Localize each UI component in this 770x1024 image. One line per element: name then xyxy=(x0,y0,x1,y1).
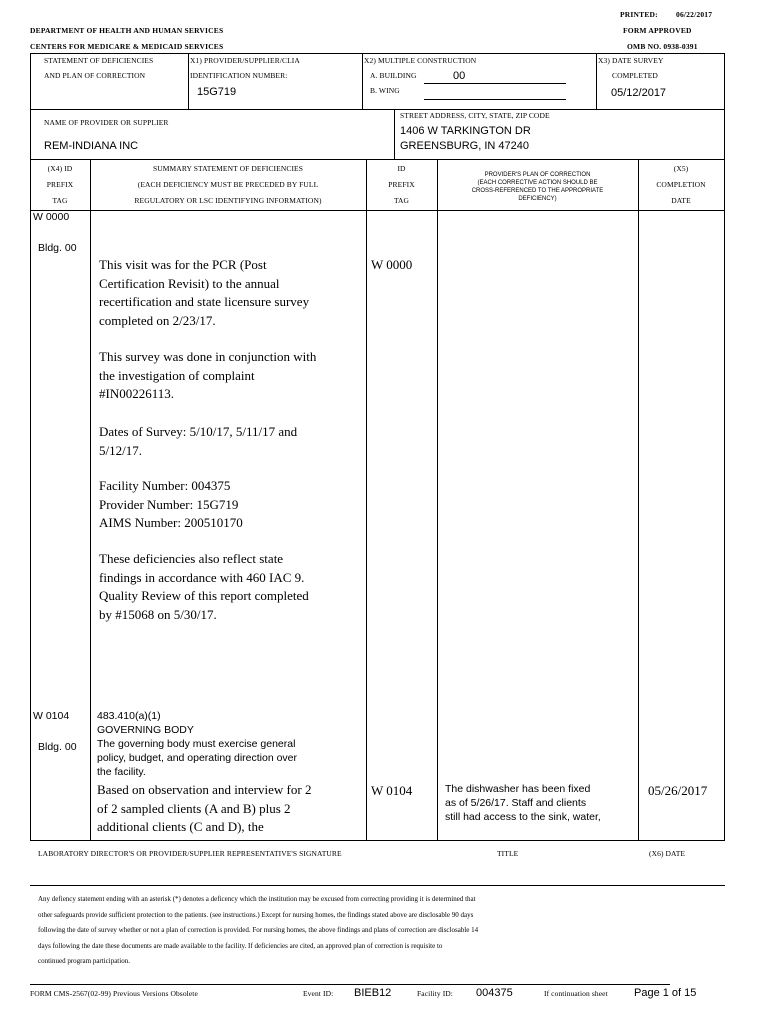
survey-paragraph-2: This survey was done in conjunction with the investigation of complaint #IN00226113. xyxy=(99,349,317,402)
provider-name-value: REM-INDIANA INC xyxy=(44,140,139,152)
street-line-2: GREENSBURG, IN 47240 xyxy=(400,140,529,152)
building-label: A. BUILDING xyxy=(370,71,417,80)
x6-date-label: (X6) DATE xyxy=(649,849,686,858)
facility-id-label: Facility ID: xyxy=(417,989,453,998)
x5-header-1: (X5) xyxy=(673,164,689,173)
x3-label-2: COMPLETED xyxy=(612,71,658,80)
event-id-label: Event ID: xyxy=(303,989,334,998)
x1-label-2: IDENTIFICATION NUMBER: xyxy=(190,71,288,80)
id-header-3: TAG xyxy=(393,196,410,205)
summary-header-2: (EACH DEFICIENCY MUST BE PRECEDED BY FULL xyxy=(137,180,319,189)
event-id-value: BIEB12 xyxy=(354,987,392,999)
w0000-id-tag: W 0000 xyxy=(371,257,413,272)
completion-date-value: 05/26/2017 xyxy=(648,783,708,798)
building-value: 00 xyxy=(453,70,466,82)
box-divider-3 xyxy=(596,53,597,110)
building-underline xyxy=(424,83,566,84)
centers-name: CENTERS FOR MEDICARE & MEDICAID SERVICES xyxy=(30,42,224,51)
box-row-divider xyxy=(30,109,725,110)
plan-header-2: (EACH CORRECTIVE ACTION SHOULD BE xyxy=(477,180,598,186)
body-divider-3 xyxy=(437,210,438,840)
footer-separator xyxy=(30,984,670,985)
form-number: FORM CMS-2567(02-99) Previous Versions Obsolete xyxy=(30,989,198,998)
plan-of-correction-text: The dishwasher has been fixed as of 5/26/17. Staff and clients still had access to the sink, water, xyxy=(445,783,601,823)
body-divider-4 xyxy=(638,210,639,840)
w0000-bldg: Bldg. 00 xyxy=(38,242,77,254)
signature-bottom-line xyxy=(30,885,725,886)
survey-paragraph-1: This visit was for the PCR (Post Certification Revisit) to the annual recertification and state licensure survey completed on 2/23/17. xyxy=(99,257,310,328)
box-right-border xyxy=(724,53,725,110)
w0104-bldg: Bldg. 00 xyxy=(38,741,77,753)
name-box-left-border xyxy=(30,109,31,159)
governing-body-regulation: 483.410(a)(1) GOVERNING BODY The governing body must exercise general policy, budget, and operating direction over the facility. xyxy=(97,710,298,778)
id-header-1: ID xyxy=(397,164,406,173)
x5-header-3: DATE xyxy=(671,196,691,205)
omb-number: OMB NO. 0938-0391 xyxy=(627,42,698,51)
street-line-1: 1406 W TARKINGTON DR xyxy=(400,125,531,137)
survey-date-value: 05/12/2017 xyxy=(611,87,667,99)
x4-header-1: (X4) ID xyxy=(47,164,73,173)
w0000-tag: W 0000 xyxy=(33,211,70,223)
x3-label-1: X3) DATE SURVEY xyxy=(598,56,664,65)
x5-header-2: COMPLETION xyxy=(656,180,706,189)
survey-dates-paragraph: Dates of Survey: 5/10/17, 5/11/17 and 5/12/17. xyxy=(99,424,298,458)
title-label: TITLE xyxy=(497,849,519,858)
observation-paragraph: Based on observation and interview for 2 of 2 sampled clients (A and B) plus 2 additional clients (C and D), the xyxy=(97,782,312,835)
street-address-label: STREET ADDRESS, CITY, STATE, ZIP CODE xyxy=(400,111,550,120)
x2-label: X2) MULTIPLE CONSTRUCTION xyxy=(364,56,477,65)
wing-label: B. WING xyxy=(370,86,400,95)
department-name: DEPARTMENT OF HEALTH AND HUMAN SERVICES xyxy=(30,26,224,35)
director-signature-label: LABORATORY DIRECTOR'S OR PROVIDER/SUPPLIER REPRESENTATIVE'S SIGNATURE xyxy=(38,849,342,858)
plan-header-3: CROSS-REFERENCED TO THE APPROPRIATE xyxy=(471,188,604,194)
box-divider-1 xyxy=(188,53,189,110)
colhdr-right-border xyxy=(724,159,725,211)
w0104-tag: W 0104 xyxy=(33,710,70,722)
plan-header-1: PROVIDER'S PLAN OF CORRECTION xyxy=(484,172,591,178)
x4-header-3: TAG xyxy=(52,196,68,205)
facility-id-value: 004375 xyxy=(476,987,513,999)
page-number: Page 1 of 15 xyxy=(634,987,697,999)
id-header-2: PREFIX xyxy=(388,180,415,189)
printed-label: PRINTED: xyxy=(620,10,658,19)
body-divider-1 xyxy=(90,210,91,840)
body-divider-2 xyxy=(366,210,367,840)
summary-header-1: SUMMARY STATEMENT OF DEFICIENCIES xyxy=(152,164,303,173)
facility-info-paragraph: Facility Number: 004375 Provider Number: 15G719 AIMS Number: 200510170 xyxy=(99,478,243,531)
x1-label-1: X1) PROVIDER/SUPPLIER/CLIA xyxy=(190,56,300,65)
name-box-right-border xyxy=(724,109,725,159)
provider-name-label: NAME OF PROVIDER OR SUPPLIER xyxy=(44,118,169,127)
form-approved: FORM APPROVED xyxy=(623,26,692,35)
provider-id-value: 15G719 xyxy=(197,86,237,98)
box-left-border xyxy=(30,53,31,110)
statement-label-1: STATEMENT OF DEFICIENCIES xyxy=(44,56,154,65)
x4-header-2: PREFIX xyxy=(46,180,74,189)
box-divider-2 xyxy=(362,53,363,110)
body-right-border xyxy=(724,210,725,840)
name-box-divider xyxy=(394,109,395,159)
colhdr-bottom-border xyxy=(30,210,725,211)
name-box-bottom-border xyxy=(30,159,725,160)
box-top-border xyxy=(30,53,725,54)
body-left-border xyxy=(30,210,31,840)
continuation-label: If continuation sheet xyxy=(544,989,608,998)
w0104-id-tag: W 0104 xyxy=(371,783,413,798)
state-findings-paragraph: These deficiencies also reflect state findings in accordance with 460 IAC 9. Quality Review of this report completed by #15068 on 5/30/17. xyxy=(99,551,309,622)
printed-date: 06/22/2017 xyxy=(676,10,713,19)
wing-underline xyxy=(424,99,566,100)
plan-header-4: DEFICIENCY) xyxy=(518,196,557,202)
summary-header-3: REGULATORY OR LSC IDENTIFYING INFORMATION) xyxy=(134,196,322,205)
body-bottom-border xyxy=(30,840,725,841)
statement-label-2: AND PLAN OF CORRECTION xyxy=(44,71,146,80)
disclaimer-text: Any defiency statement ending with an asterisk (*) denotes a deficency which the institution may be excused from correcting providing it is determined that other safeguards provide sufficient protection to the patients. (see instructions.) Except for nursing homes, the findings stated above are disclosable 90 days following the date of survey whether or not a plan of correction is provided. For nursing homes, the above findings and plans of correction are disclosable 14 days following the date these documents are made available to the facility. If deficiencies are cited, an approved plan of correction is requisite to continued program participation. xyxy=(38,895,479,965)
